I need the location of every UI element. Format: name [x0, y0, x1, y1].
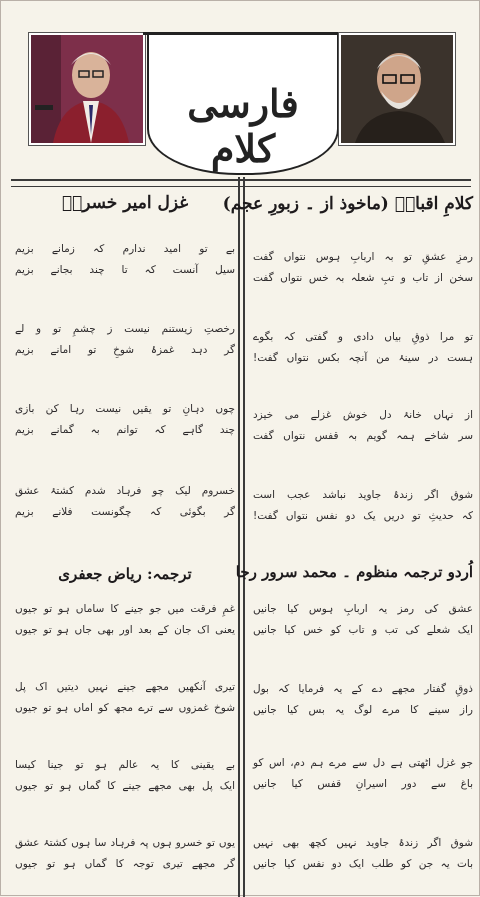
stanza	[253, 247, 473, 289]
verse-line: باغ سے دور اسیرانِ قفس کیا جانیں	[253, 778, 473, 790]
stanza	[253, 679, 473, 721]
verse-line: چند گاہے کہ توانم بہ گمانے بزیم	[15, 424, 235, 436]
verse-line: سر شاخے ہمہ گویم بہ قفس نتواں گفت	[253, 430, 473, 442]
stanza	[253, 485, 473, 527]
verse-line: شوخ غمزوں سے ترے مجھ کو اماں ہو تو جیوں	[15, 702, 235, 714]
verse-line: شوق اگر زندۂ جاوید نہیں کچھ بھی نہیں	[253, 837, 473, 849]
verse-line: یوں تو خسرو ہوں پہ فرہاد سا ہوں کشتۂ عشق	[15, 837, 235, 849]
verse-line: گر دہد غمزۂ شوخِ تو امانے بزیم	[15, 344, 235, 356]
page-title: فارسی کلام	[187, 81, 299, 171]
translation-heading: ترجمہ: ریاض جعفری	[58, 565, 192, 583]
stanza	[253, 753, 473, 795]
column-heading: کلامِ اقبالؒ (ماخوذ از ۔ زبورِ عجم)	[222, 194, 473, 214]
stanza	[15, 399, 235, 441]
verse-line: خسروم لیک چو فرہاد شدم کشتۂ عشق	[15, 485, 235, 497]
verse-line: یعنی اک جان کے بعد اور بھی جاں ہو تو جیوں	[15, 624, 235, 636]
stanza	[15, 755, 235, 797]
verse-line: رخصتِ زیستنم نیست ز چشمِ تو و لے	[15, 323, 235, 335]
verse-line: تو مرا ذوقِ بیاں دادی و گفتی کہ بگوے	[253, 331, 473, 343]
stanza	[253, 405, 473, 447]
stanza	[15, 677, 235, 719]
verse-line: ہست در سینۂ من آنچہ بکس نتواں گفت!	[253, 352, 473, 364]
stanza	[15, 319, 235, 361]
verse-line: چوں دہانِ تو یقیں نیست رہا کن بازی	[15, 403, 235, 415]
verse-line: بے تو امید ندارم کہ زمانے بزیم	[15, 243, 235, 255]
verse-line: سیل آنست کہ تا چند بجانے بزیم	[15, 264, 235, 276]
column-iqbal	[222, 187, 473, 228]
verse-line: رمزِ عشقِ تو بہ اربابِ ہوس نتواں گفت	[253, 251, 473, 263]
verse-line: شوق اگر زندۂ جاوید نباشد عجب است	[253, 489, 473, 501]
verse-line: عشق کی رمز یہ اربابِ ہوس کیا جانیں	[253, 603, 473, 615]
verse-line: گر بگوئی کہ چگونست فلانے بزیم	[15, 506, 235, 518]
verse-line: جو غزل اٹھتی ہے دل سے مرے ہم دم، اس کو	[253, 757, 473, 769]
verse-line: از نہاں خانۂ دل خوش غزلے می خیزد	[253, 409, 473, 421]
verse-line: تیری آنکھیں مجھے جینے نہیں دیتیں اک پل	[15, 681, 235, 693]
portrait-photo-right	[339, 33, 455, 145]
verse-line: راز سینے کا مرے لوگ یہ بس کیا جانیں	[253, 704, 473, 716]
verse-line: سخن از تاب و تبِ شعلہ بہ خس نتواں گفت	[253, 272, 473, 284]
stanza	[15, 481, 235, 523]
stanza	[15, 833, 235, 875]
verse-line: گر مجھے تیری توجہ کا گماں ہو تو جیوں	[15, 858, 235, 870]
translation-heading: اُردو ترجمہ منظوم ۔ محمد سرور رجا	[235, 563, 473, 581]
verse-line: ذوقِ گفتار مجھے دے کے یہ فرمایا کہ بول	[253, 683, 473, 695]
column-heading: غزل امیر خسروؒ	[61, 193, 189, 213]
stanza	[253, 599, 473, 641]
verse-line: ایک شعلے کی تب و تاب کو خس کیا جانیں	[253, 624, 473, 636]
verse-line: بے یقینی کا یہ عالم ہو تو جینا کیسا	[15, 759, 235, 771]
stanza	[15, 239, 235, 281]
verse-line: غمِ فرقت میں جو جینے کا ساماں ہو تو جیوں	[15, 603, 235, 615]
portrait-photo-left	[29, 33, 145, 145]
verse-line: بات یہ جن کو طلب ایک دو نفس کیا جانیں	[253, 858, 473, 870]
page-header	[1, 1, 480, 183]
stanza	[253, 833, 473, 875]
verse-line: کہ حدیثِ تو دریں یک دو نفس نتواں گفت!	[253, 510, 473, 522]
column-divider	[238, 177, 245, 897]
column-khusro	[15, 187, 235, 227]
title-panel	[147, 35, 339, 175]
verse-line: ایک پل بھی مجھے جینے کا گماں ہو تو جیوں	[15, 780, 235, 792]
stanza	[15, 599, 235, 641]
stanza	[253, 327, 473, 369]
